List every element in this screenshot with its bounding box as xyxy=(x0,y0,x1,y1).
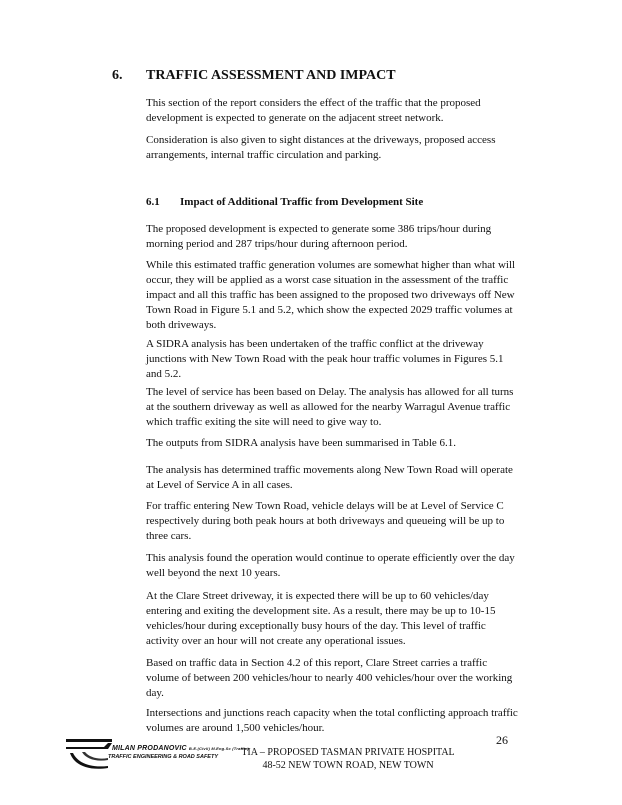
section-title: TRAFFIC ASSESSMENT AND IMPACT xyxy=(146,68,396,83)
page-number: 26 xyxy=(496,733,508,747)
paragraph: For traffic entering New Town Road, vehicle delays will be at Level of Service C respectively during both peak hours at both driveways and queueing will be up to three cars. xyxy=(146,500,505,542)
section-heading xyxy=(112,68,396,84)
paragraph: While this estimated traffic generation volumes are somewhat higher than what will occur, they will be applied as a worst case situation in the assessment of the traffic impact and all this traffic has been assigned to the proposed two driveways off New Town Road in Figure 5.1 and 5.2, which show the expected 2029 traffic volumes at both driveways. xyxy=(146,259,516,331)
paragraph: A SIDRA analysis has been undertaken of the traffic conflict at the driveway junctions with New Town Road with the peak hour traffic volumes in Figures 5.1 and 5.2. xyxy=(146,338,504,380)
paragraph: The outputs from SIDRA analysis have been summarised in Table 6.1. xyxy=(146,437,457,449)
subsection-heading xyxy=(146,196,423,208)
paragraph: This section of the report considers the effect of the traffic that the proposed development is expected to generate on the adjacent street network. xyxy=(146,97,481,124)
footer-line-1: TIA – PROPOSED TASMAN PRIVATE HOSPITAL xyxy=(241,747,455,758)
paragraph: At the Clare Street driveway, it is expected there will be up to 60 vehicles/day entering and exiting the development site. As a result, there may be up to 10-15 vehicles/hour during exceptionally busy hours of the day. This level of traffic activity over an hour will not create any operational issues. xyxy=(146,590,496,647)
paragraph: Intersections and junctions reach capacity when the total conflicting approach traffic volumes are around 1,500 vehicles/hour. xyxy=(146,707,518,734)
subsection-title: Impact of Additional Traffic from Development Site xyxy=(180,196,424,208)
logo-tagline: TRAFFIC ENGINEERING & ROAD SAFETY xyxy=(108,754,219,760)
paragraph: The level of service has been based on Delay. The analysis has allowed for all turns at the southern driveway as well as allowed for the nearby Warragul Avenue traffic which traffic exiting the site will need to give way to. xyxy=(146,386,514,428)
footer-line-2: 48-52 NEW TOWN ROAD, NEW TOWN xyxy=(262,760,434,771)
logo-name: MILAN PRODANOVIC B.E.(Civil) M.Eng.Sc (Traffic) xyxy=(112,745,249,752)
paragraph: Consideration is also given to sight distances at the driveways, proposed access arrangements, internal traffic circulation and parking. xyxy=(146,134,496,161)
paragraph: Based on traffic data in Section 4.2 of this report, Clare Street carries a traffic volume of between 200 vehicles/hour to nearly 400 vehicles/hour over the working day. xyxy=(146,657,513,699)
paragraph: The proposed development is expected to generate some 386 trips/hour during morning period and 287 trips/hour during afternoon period. xyxy=(146,223,492,250)
subsection-number: 6.1 xyxy=(146,196,160,208)
paragraph: This analysis found the operation would continue to operate efficiently over the day well beyond the next 10 years. xyxy=(146,552,515,579)
section-number: 6. xyxy=(112,68,123,83)
paragraph: The analysis has determined traffic movements along New Town Road will operate at Level of Service A in all cases. xyxy=(146,464,513,491)
